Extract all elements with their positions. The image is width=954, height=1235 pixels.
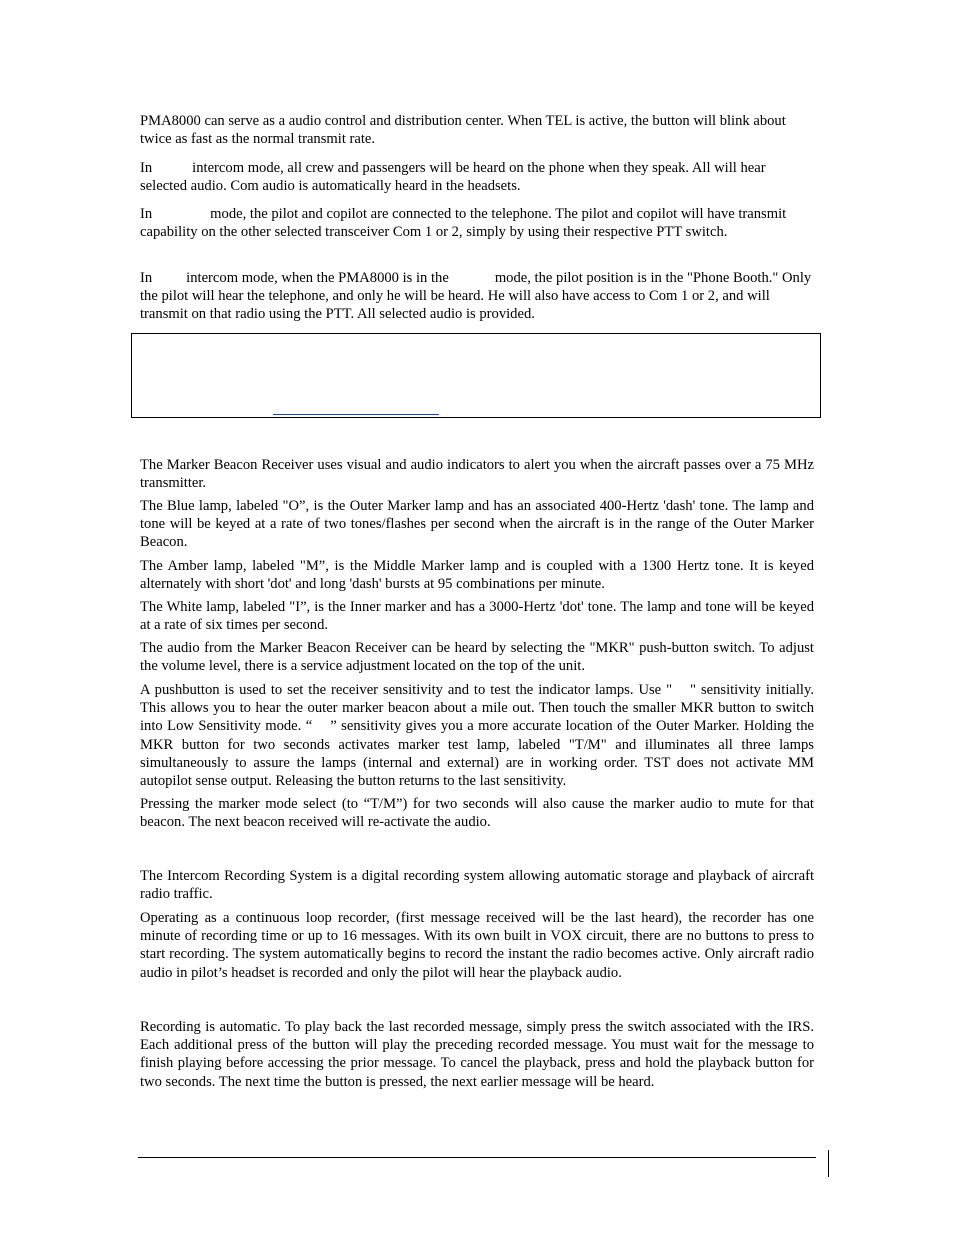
- irs-operation-paragraph: Operating as a continuous loop recorder, (first message received will be the last heard), the recorder has one minute of recording time or up to 16 messages. With its own built in VOX circuit, there are no buttons to press to start recording. The system automatically begins to record the instant the radio becomes active. Only aircraft radio audio in pilot’s headset is recorded and only the pilot will hear the playback audio.: [140, 910, 814, 981]
- note-link[interactable]: [273, 414, 439, 415]
- middle-marker-paragraph: The Amber lamp, labeled "M”, is the Middle Marker lamp and is coupled with a 1300 Hertz tone. It is keyed alternately with short 'dot' and long 'dash' bursts at 95 combinations per minute.: [140, 558, 814, 593]
- irs-playback-paragraph: Recording is automatic. To play back the last recorded message, simply press the switch associated with the IRS. Each additional press of the button will play the preceding recorded message. You must wait for the message to finish playing before accessing the prior message. To cancel the playback, press and hold the playback button for two seconds. The next time the button is pressed, the next earlier message will be heard.: [140, 1019, 814, 1090]
- footer-page-bar: [828, 1150, 829, 1177]
- marker-sensitivity-paragraph: A pushbutton is used to set the receiver sensitivity and to test the indicator lamps. Use " " sensitivity initially. This allows you to hear the outer marker beacon about a mile out. Then touch the smaller MKR button to switch into Low Sensitivity mode. “ ” sensitivity gives you a more accurate location of the Outer Marker. Holding the MKR button for two seconds activates marker test lamp, labeled "T/M" and illuminates all three lamps simultaneously to assure the lamps (internal and external) are in working order. TST does not activate MM autopilot sense output. Releasing the button returns to the last sensitivity.: [140, 682, 814, 790]
- marker-audio-paragraph: The audio from the Marker Beacon Receiver can be heard by selecting the "MKR" push-button switch. To adjust the volume level, there is a service adjustment located on the top of the unit.: [140, 640, 814, 675]
- note-box: [131, 333, 821, 418]
- inner-marker-paragraph: The White lamp, labeled "I”, is the Inner marker and has a 3000-Hertz 'dot' tone. The lamp and tone will be keyed at a rate of six times per second.: [140, 599, 814, 634]
- crew-mode-paragraph: In mode, the pilot and copilot are connected to the telephone. The pilot and copilot will have transmit capability on the other selected transceiver Com 1 or 2, simply by using their respective PTT switch.: [140, 206, 787, 241]
- tel-intro-paragraph: PMA8000 can serve as a audio control and distribution center. When TEL is active, the button will blink about twice as fast as the normal transmit rate.: [140, 113, 786, 148]
- footer-rule: [138, 1157, 816, 1158]
- pilot-mode-paragraph: In intercom mode, when the PMA8000 is in the mode, the pilot position is in the "Phone Booth." Only the pilot will hear the telephone, and only he will be heard. He will also have access to Com 1 or 2, and will transmit on that radio using the PTT. All selected audio is provided.: [140, 270, 812, 323]
- outer-marker-paragraph: The Blue lamp, labeled "O”, is the Outer Marker lamp and has an associated 400-Hertz 'dash' tone. The lamp and tone will be keyed at a rate of two tones/flashes per second when the aircraft is in the range of the Outer Marker Beacon.: [140, 498, 814, 551]
- marker-mute-paragraph: Pressing the marker mode select (to “T/M”) for two seconds will also cause the marker audio to mute for that beacon. The next beacon received will re-activate the audio.: [140, 796, 814, 831]
- all-intercom-mode-paragraph: In intercom mode, all crew and passengers will be heard on the phone when they speak. All will hear selected audio. Com audio is automatically heard in the headsets.: [140, 160, 766, 195]
- marker-intro-paragraph: The Marker Beacon Receiver uses visual and audio indicators to alert you when the aircraft passes over a 75 MHz transmitter.: [140, 457, 814, 492]
- irs-intro-paragraph: The Intercom Recording System is a digital recording system allowing automatic storage and playback of aircraft radio traffic.: [140, 868, 814, 903]
